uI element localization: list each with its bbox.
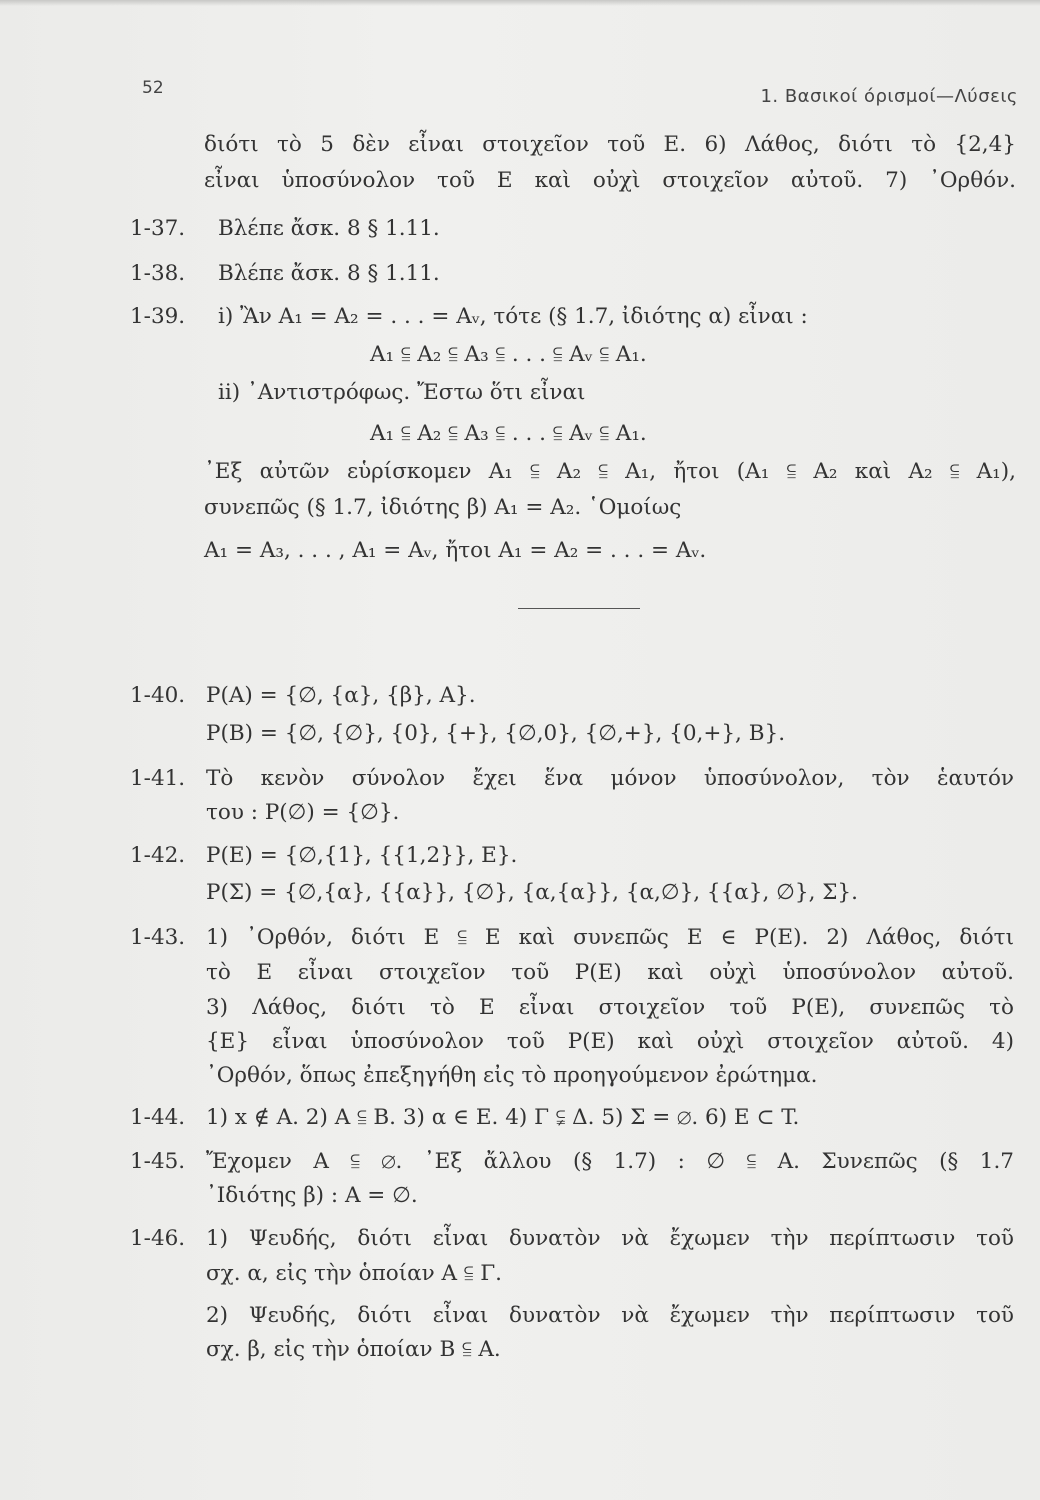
text-line: 2) Ψευδής, διότι εἶναι δυνατὸν νὰ ἔχωμεν τὴν περίπτωσιν τοῦ <box>206 1303 1014 1328</box>
text-line: σχ. α, εἰς τὴν ὁποίαν A ⫅ Γ. <box>206 1261 502 1286</box>
page-number: 52 <box>142 78 164 98</box>
text-line: P(A) = {∅, {α}, {β}, A}. <box>206 683 476 708</box>
exercise-number: 1-40. <box>130 683 186 708</box>
formula-line: A₁ ⫅ A₂ ⫅ A₃ ⫅ . . . ⫅ Aᵥ ⫅ A₁. <box>370 342 647 367</box>
running-title: 1. Βασικοί όρισμοί—Λύσεις <box>760 86 1018 107</box>
text-line: ᾿Εξ αὐτῶν εὑρίσκομεν A₁ ⫅ A₂ ⫅ A₁, ἤτοι (A₁ ⫅ A₂ καὶ A₂ ⫅ A₁), <box>204 459 1016 484</box>
formula-line: A₁ ⫅ A₂ ⫅ A₃ ⫅ . . . ⫅ Aᵥ ⫅ A₁. <box>370 421 647 446</box>
exercise-number: 1-37. <box>130 216 186 241</box>
text-line: σχ. β, εἰς τὴν ὁποίαν B ⫅ A. <box>206 1337 501 1362</box>
exercise-number: 1-42. <box>130 843 186 868</box>
text-line: συνεπῶς (§ 1.7, ἰδιότης β) A₁ = A₂. ῾Ομοίως <box>204 495 682 520</box>
section-divider <box>518 608 640 609</box>
text-line: ᾿Ορθόν, ὅπως ἐπεξηγήθη εἰς τὸ προηγούμενον ἐρώτημα. <box>206 1063 818 1088</box>
text-line: 1) ᾿Ορθόν, διότι Ε ⫅ Ε καὶ συνεπῶς Ε ∈ P(Ε). 2) Λάθος, διότι <box>206 925 1014 950</box>
exercise-number: 1-43. <box>130 925 186 950</box>
text-line: ii) ᾿Αντιστρόφως. Ἔστω ὅτι εἶναι <box>218 380 586 405</box>
text-line: Βλέπε ἄσκ. 8 § 1.11. <box>218 261 440 286</box>
exercise-number: 1-45. <box>130 1149 186 1174</box>
formula-line: P(B) = {∅, {∅}, {0}, {+}, {∅,0}, {∅,+}, {0,+}, B}. <box>206 721 786 746</box>
text-line: i) Ἂν A₁ = A₂ = . . . = Aᵥ, τότε (§ 1.7, ἰδιότης α) εἶναι : <box>218 304 808 329</box>
text-line: 3) Λάθος, διότι τὸ Ε εἶναι στοιχεῖον τοῦ P(Ε), συνεπῶς τὸ <box>206 995 1014 1020</box>
text-line: τὸ Ε εἶναι στοιχεῖον τοῦ P(Ε) καὶ οὐχὶ ὑποσύνολον αὐτοῦ. <box>206 960 1014 985</box>
text-line: Ἔχομεν A ⫅ ∅. ᾿Εξ ἄλλου (§ 1.7) : ∅ ⫅ A. Συνεπῶς (§ 1.7 <box>206 1149 1014 1174</box>
text-line: ᾿Ιδιότης β) : A = ∅. <box>206 1183 418 1208</box>
text-line: διότι τὸ 5 δὲν εἶναι στοιχεῖον τοῦ Ε. 6) Λάθος, διότι τὸ {2,4} <box>204 132 1016 157</box>
text-line: 1) x ∉ A. 2) A ⫅ B. 3) α ∈ E. 4) Γ ⫋ Δ. 5) Σ = ∅. 6) E ⊂ T. <box>206 1105 800 1130</box>
formula-line: A₁ = A₃, . . . , A₁ = Aᵥ, ἤτοι A₁ = A₂ = . . . = Aᵥ. <box>204 538 707 563</box>
formula-line: P(Σ) = {∅,{α}, {{α}}, {∅}, {α,{α}}, {α,∅}, {{α}, ∅}, Σ}. <box>206 880 858 905</box>
text-line: P(E) = {∅,{1}, {{1,2}}, E}. <box>206 843 518 868</box>
exercise-number: 1-38. <box>130 261 186 286</box>
exercise-number: 1-44. <box>130 1105 186 1130</box>
text-line: Τὸ κενὸν σύνολον ἔχει ἕνα μόνον ὑποσύνολον, τὸν ἑαυτόν <box>206 766 1014 791</box>
exercise-number: 1-41. <box>130 766 186 791</box>
text-line: εἶναι ὑποσύνολον τοῦ Ε καὶ οὐχὶ στοιχεῖον αὐτοῦ. 7) ᾿Ορθόν. <box>204 168 1016 193</box>
text-line: Βλέπε ἄσκ. 8 § 1.11. <box>218 216 440 241</box>
exercise-number: 1-39. <box>130 304 186 329</box>
text-line: {Ε} εἶναι ὑποσύνολον τοῦ P(Ε) καὶ οὐχὶ στοιχεῖον αὐτοῦ. 4) <box>206 1029 1014 1054</box>
exercise-number: 1-46. <box>130 1226 186 1251</box>
text-line: 1) Ψευδής, διότι εἶναι δυνατὸν νὰ ἔχωμεν τὴν περίπτωσιν τοῦ <box>206 1226 1014 1251</box>
text-line: του : P(∅) = {∅}. <box>206 800 400 825</box>
